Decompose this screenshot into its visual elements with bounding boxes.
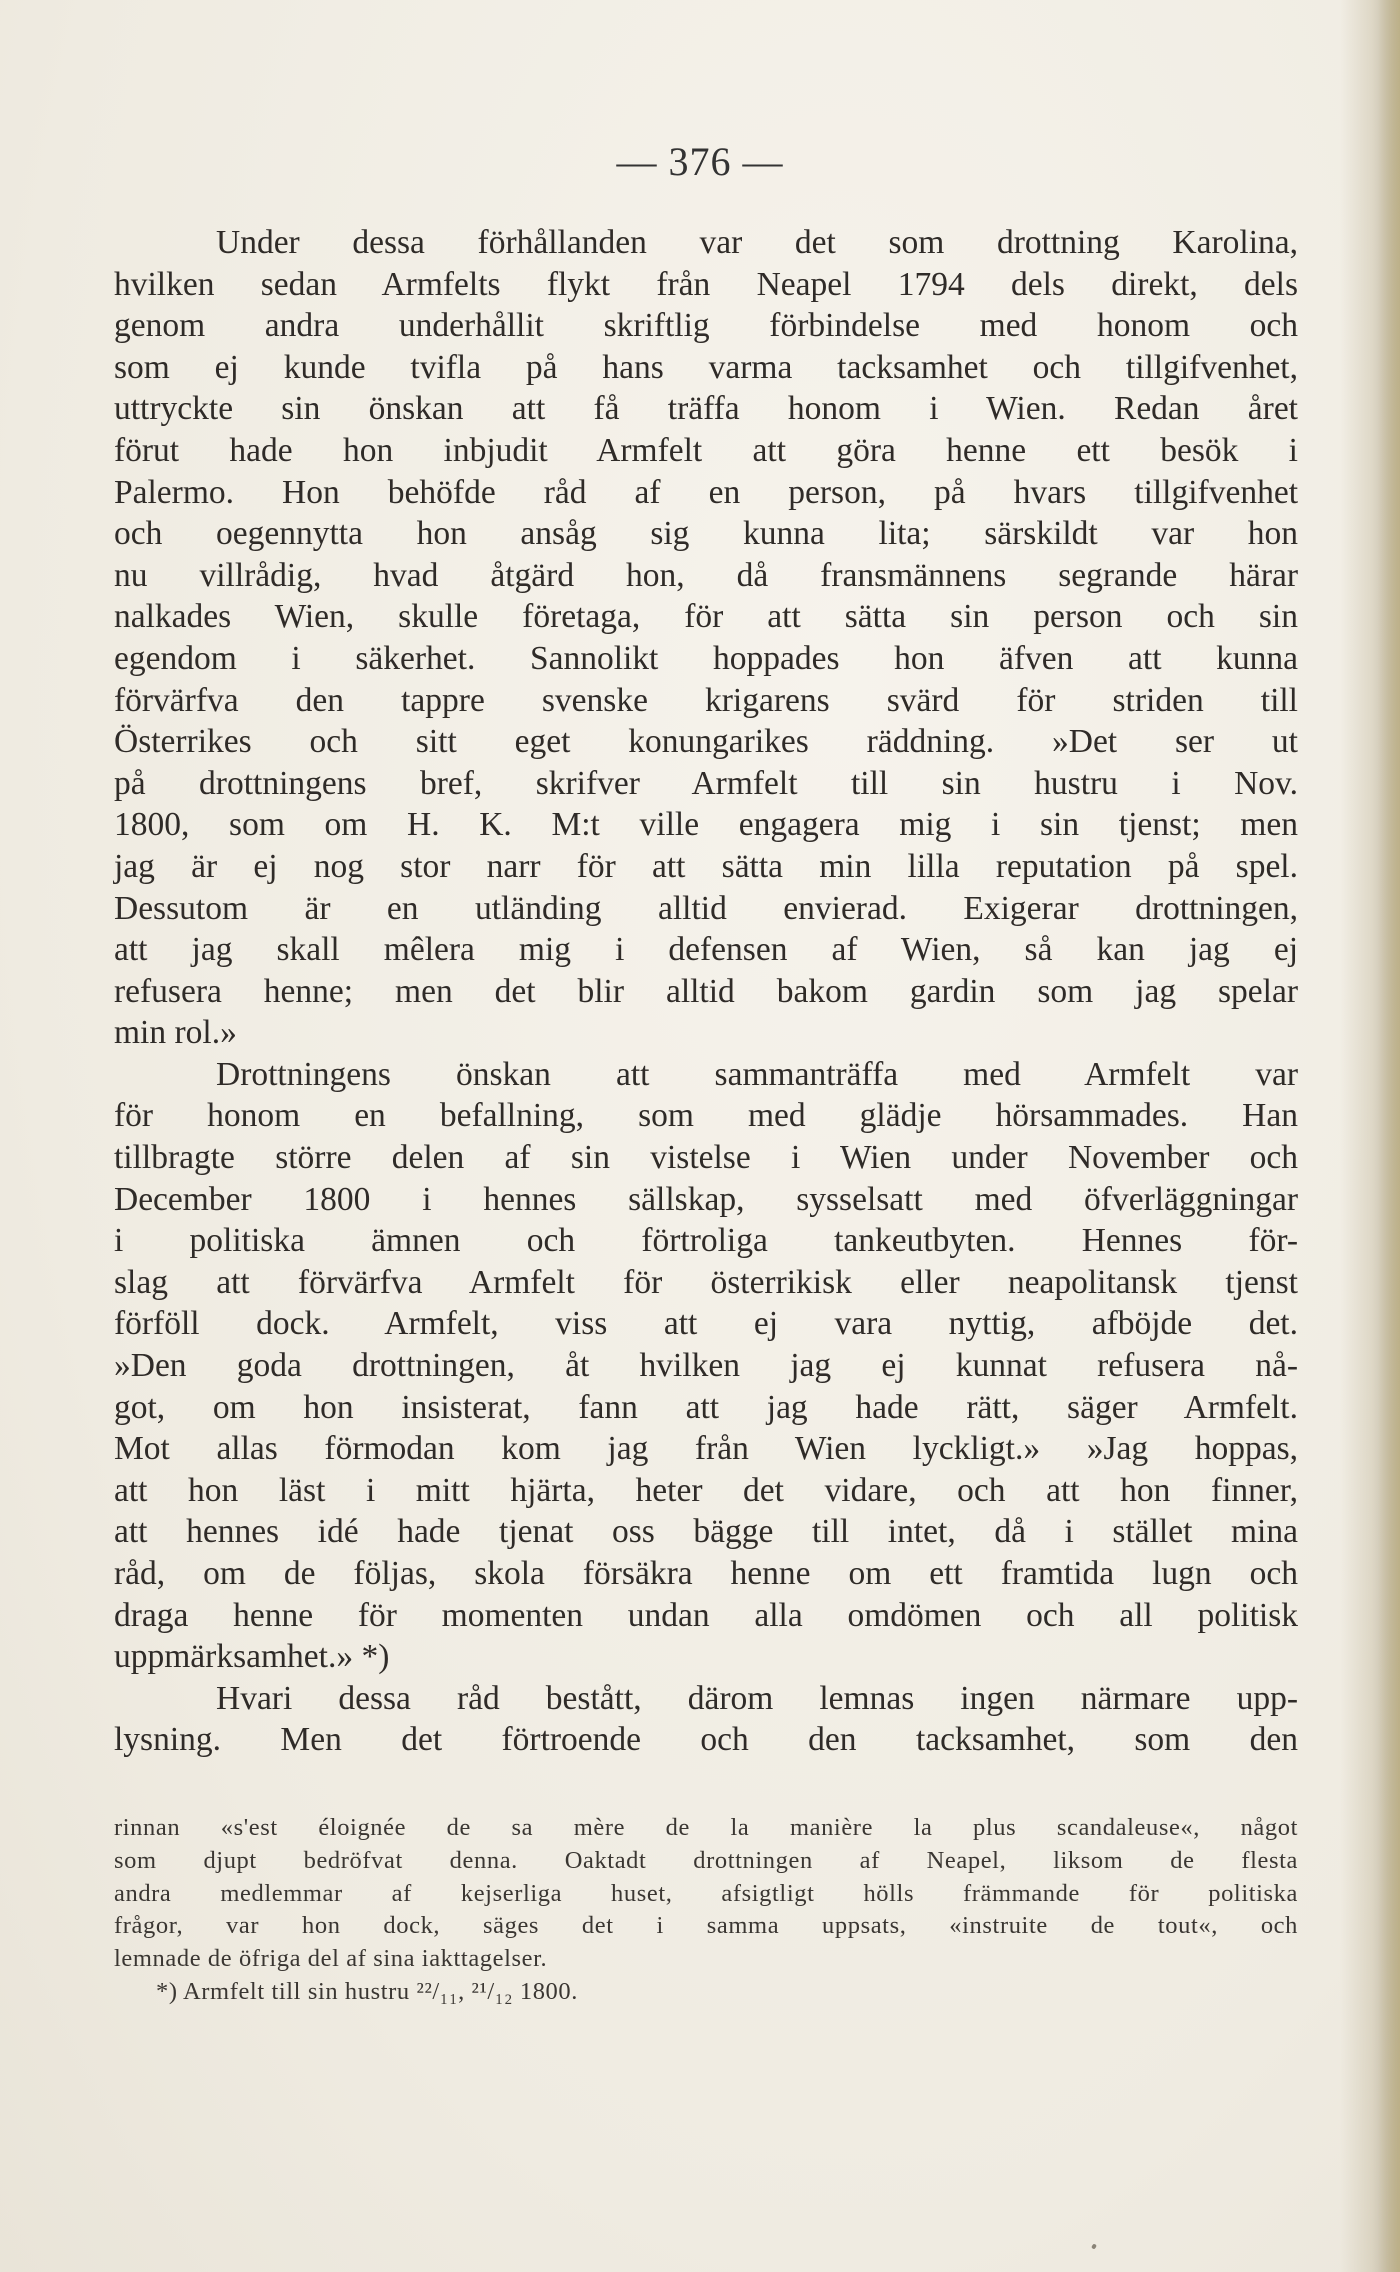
body-text-line: råd, om de följas, skola försäkra henne om ett framtida lugn och bbox=[114, 1555, 1298, 1592]
body-text-line: Under dessa förhållanden var det som drottning Karolina, bbox=[216, 224, 1298, 261]
page-edge-shadow bbox=[1378, 0, 1400, 2272]
page-number: — 376 — bbox=[616, 139, 784, 184]
body-text-line: som ej kunde tvifla på hans varma tacksamhet och tillgifvenhet, bbox=[114, 348, 1298, 386]
body-text-line: refusera henne; men det blir alltid bakom gardin som jag spelar bbox=[114, 972, 1298, 1010]
body-text-line: »Den goda drottningen, åt hvilken jag ej kunnat refusera nå- bbox=[114, 1347, 1298, 1385]
body-text-line: Drottningens önskan att sammanträffa med Armfelt var bbox=[216, 1055, 1298, 1093]
body-text-line: förföll dock. Armfelt, viss att ej vara nyttig, afböjde det. bbox=[114, 1305, 1298, 1343]
body-text-line: tillbragte större delen af sin vistelse i Wien under November och bbox=[114, 1139, 1298, 1177]
footnote bbox=[114, 1812, 1298, 2009]
footnote-line: rinnan «s'est éloignée de sa mère de la manière la plus scandaleuse«, något bbox=[114, 1814, 1298, 1841]
body-text-line: Mot allas förmodan kom jag från Wien lyckligt.» »Jag hoppas, bbox=[114, 1430, 1298, 1468]
body-text-line: för honom en befallning, som med glädje hörsammades. Han bbox=[114, 1097, 1298, 1135]
body-text-line: i politiska ämnen och förtroliga tankeutbyten. Hennes för- bbox=[114, 1222, 1298, 1260]
body-text-line: Hvari dessa råd bestått, därom lemnas ingen närmare upp- bbox=[216, 1679, 1298, 1717]
body-text-line: på drottningens bref, skrifver Armfelt till sin hustru i Nov. bbox=[114, 764, 1298, 802]
footnote-line: andra medlemmar af kejserliga huset, afsigtligt hölls främmande för politiska bbox=[114, 1879, 1298, 1907]
body-text-line: genom andra underhållit skriftlig förbindelse med honom och bbox=[114, 307, 1298, 345]
footnote-line: *) Armfelt till sin hustru ²²/₁₁, ²¹/₁₂ 1800. bbox=[156, 1977, 578, 2005]
footnote-line: lemnade de öfriga del af sina iakttagelser. bbox=[114, 1945, 548, 1973]
body-text-line: nu villrådig, hvad åtgärd hon, då fransmännens segrande härar bbox=[114, 556, 1298, 594]
body-text-line: min rol.» bbox=[114, 1014, 237, 1052]
body-text-line: uppmärksamhet.» *) bbox=[114, 1638, 390, 1676]
body-text-line: got, om hon insisterat, fann att jag hade rätt, säger Armfelt. bbox=[114, 1388, 1298, 1426]
body-text-line: att jag skall mêlera mig i defensen af Wien, så kan jag ej bbox=[114, 931, 1298, 969]
body-text-line: lysning. Men det förtroende och den tacksamhet, som den bbox=[114, 1721, 1298, 1759]
body-text-line: och oegennytta hon ansåg sig kunna lita; särskildt var hon bbox=[114, 515, 1298, 553]
paper-speck bbox=[1091, 2243, 1097, 2249]
body-text-line: nalkades Wien, skulle företaga, för att sätta sin person och sin bbox=[114, 598, 1298, 636]
body-text-line: jag är ej nog stor narr för att sätta min lilla reputation på spel. bbox=[114, 847, 1298, 885]
body-text-line: Österrikes och sitt eget konungarikes räddning. »Det ser ut bbox=[114, 723, 1298, 761]
footnote-line: som djupt bedröfvat denna. Oaktadt drottningen af Neapel, liksom de flesta bbox=[114, 1846, 1298, 1874]
body-text-line: Palermo. Hon behöfde råd af en person, på hvars tillgifvenhet bbox=[114, 473, 1298, 511]
body-text-line: uttryckte sin önskan att få träffa honom i Wien. Redan året bbox=[114, 390, 1298, 428]
body-text-line: 1800, som om H. K. M:t ville engagera mig i sin tjenst; men bbox=[114, 806, 1298, 844]
footnote-line: frågor, var hon dock, säges det i samma uppsats, «instruite de tout«, och bbox=[114, 1912, 1298, 1940]
body-text-line: Dessutom är en utländing alltid envierad. Exigerar drottningen, bbox=[114, 889, 1298, 927]
body-text-line: draga henne för momenten undan alla omdömen och all politisk bbox=[114, 1596, 1298, 1634]
body-text-line: egendom i säkerhet. Sannolikt hoppades hon äfven att kunna bbox=[114, 639, 1298, 677]
body-text-line: December 1800 i hennes sällskap, sysselsatt med öfverläggningar bbox=[114, 1180, 1298, 1218]
body-text-line: att hennes idé hade tjenat oss bägge till intet, då i stället mina bbox=[114, 1513, 1298, 1551]
body-text-line: att hon läst i mitt hjärta, heter det vidare, och att hon finner, bbox=[114, 1471, 1298, 1509]
body-text-line: slag att förvärfva Armfelt för österrikisk eller neapolitansk tjenst bbox=[114, 1263, 1298, 1301]
body-text-line: förut hade hon inbjudit Armfelt att göra henne ett besök i bbox=[114, 431, 1298, 469]
body-text-line: förvärfva den tappre svenske krigarens svärd för striden till bbox=[114, 681, 1298, 719]
body-text-line: hvilken sedan Armfelts flykt från Neapel 1794 dels direkt, dels bbox=[114, 265, 1298, 303]
body-text bbox=[114, 222, 1298, 1761]
